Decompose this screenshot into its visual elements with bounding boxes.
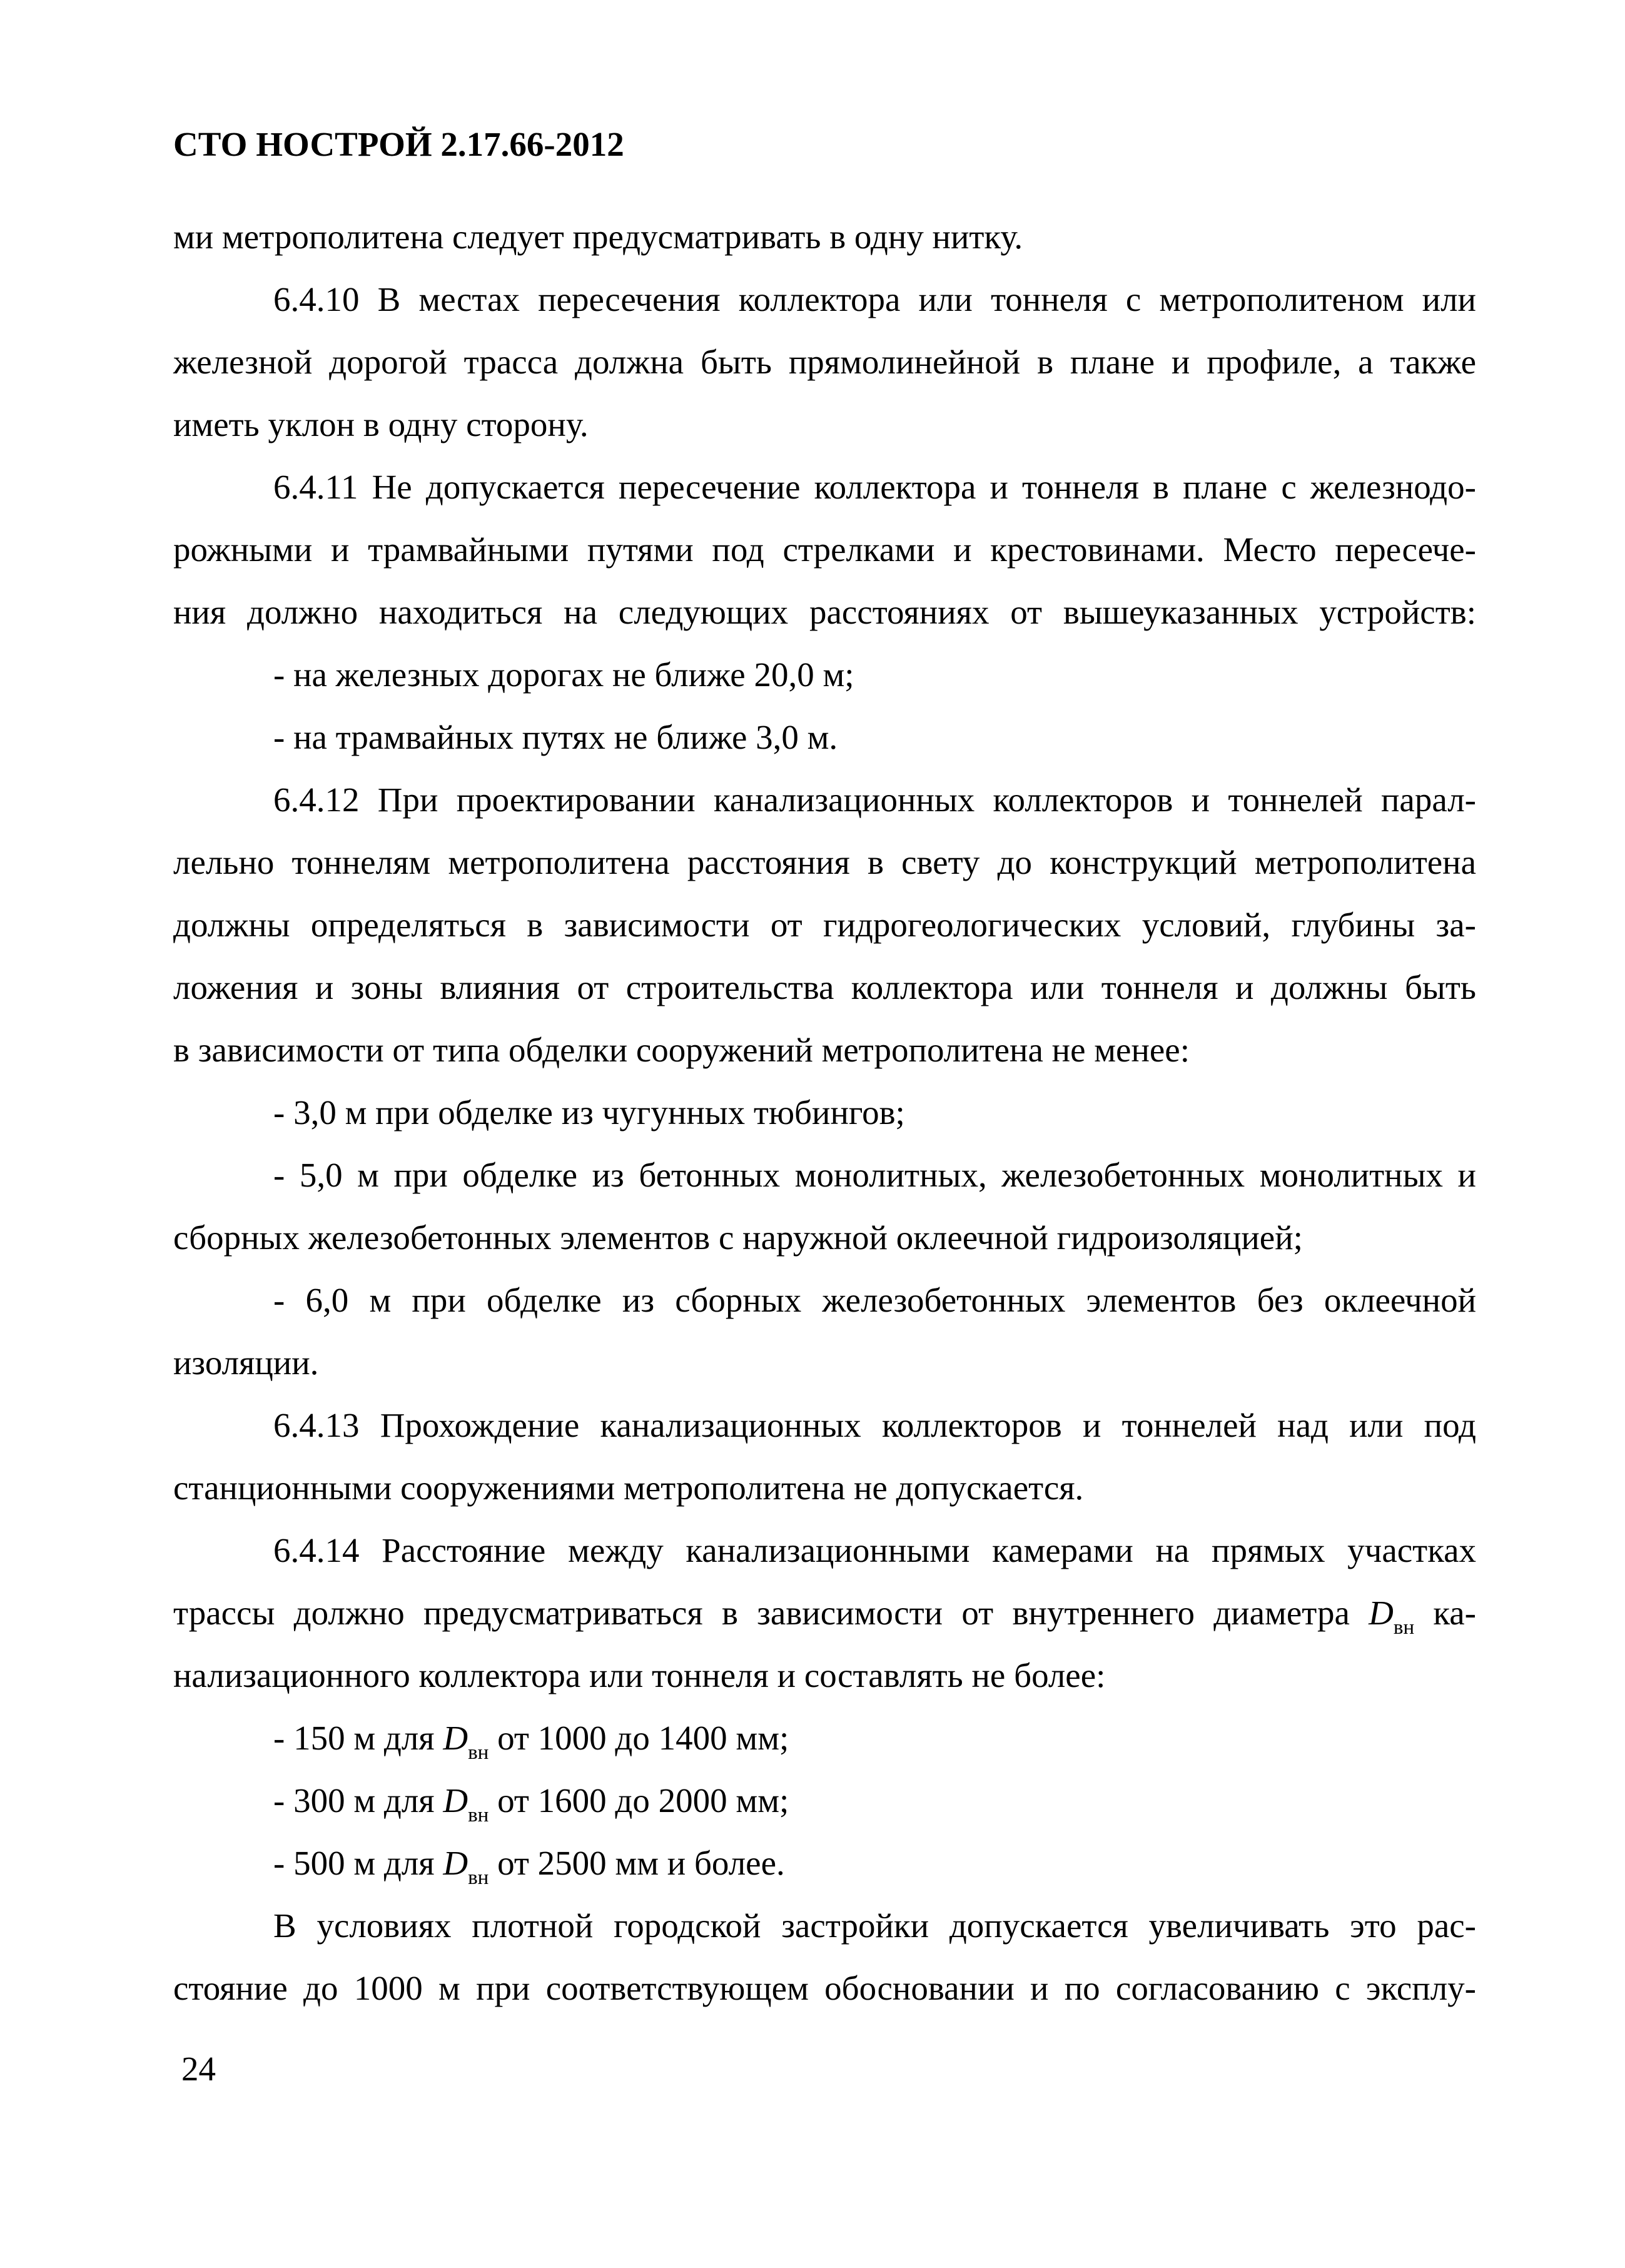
text-segment: от 1000 до 1400 мм; bbox=[489, 1719, 789, 1757]
text-segment: 6.4.13 Прохождение канализационных коллекторов и тоннелей над или под bbox=[273, 1406, 1476, 1444]
page-number: 24 bbox=[181, 2050, 216, 2088]
text-segment: стояние до 1000 м при соответствующем обосновании и по согласованию с эксплу- bbox=[173, 1969, 1476, 2007]
text-line bbox=[173, 956, 1476, 1019]
text-segment-subscript: вн bbox=[468, 1741, 489, 1764]
text-line bbox=[173, 831, 1476, 894]
text-segment: - на трамвайных путях не ближе 3,0 м. bbox=[273, 718, 838, 756]
text-line bbox=[173, 894, 1476, 956]
text-line bbox=[173, 1957, 1476, 2020]
text-segment: - 300 м для bbox=[273, 1781, 443, 1820]
text-line bbox=[173, 331, 1476, 393]
text-segment: от 1600 до 2000 мм; bbox=[489, 1781, 789, 1820]
text-line bbox=[173, 1769, 1476, 1832]
text-segment: трассы должно предусматриваться в зависимости от внутреннего диаметра bbox=[173, 1594, 1369, 1632]
text-segment-italic: D bbox=[443, 1719, 468, 1757]
text-segment: - 3,0 м при обделке из чугунных тюбингов; bbox=[273, 1093, 905, 1131]
text-segment: в зависимости от типа обделки сооружений метрополитена не менее: bbox=[173, 1031, 1190, 1069]
text-line bbox=[173, 456, 1476, 519]
text-segment: - 6,0 м при обделке из сборных железобетонных элементов без оклеечной bbox=[273, 1281, 1476, 1319]
text-line bbox=[173, 1394, 1476, 1457]
text-segment: должны определяться в зависимости от гидрогеологических условий, глубины за- bbox=[173, 906, 1476, 944]
text-line bbox=[173, 393, 1476, 456]
text-line bbox=[173, 519, 1476, 581]
text-segment: 6.4.14 Расстояние между канализационными камерами на прямых участках bbox=[273, 1531, 1476, 1569]
text-segment: иметь уклон в одну сторону. bbox=[173, 405, 589, 443]
text-segment: изоляции. bbox=[173, 1344, 319, 1382]
text-line bbox=[173, 268, 1476, 331]
text-line bbox=[173, 1207, 1476, 1269]
text-line bbox=[173, 1519, 1476, 1582]
text-segment: станционными сооружениями метрополитена не допускается. bbox=[173, 1469, 1084, 1507]
text-segment: 6.4.11 Не допускается пересечение коллектора и тоннеля в плане с железнодо- bbox=[273, 468, 1476, 506]
text-segment: от 2500 мм и более. bbox=[489, 1844, 785, 1882]
text-line bbox=[173, 1144, 1476, 1207]
text-line bbox=[173, 1895, 1476, 1957]
text-segment-italic: D bbox=[1369, 1594, 1394, 1632]
text-segment: железной дорогой трасса должна быть прямолинейной в плане и профиле, а также bbox=[173, 343, 1476, 381]
text-line bbox=[173, 644, 1476, 706]
text-line bbox=[173, 1582, 1476, 1644]
text-segment: нализационного коллектора или тоннеля и составлять не более: bbox=[173, 1656, 1106, 1694]
text-line bbox=[173, 769, 1476, 831]
text-line bbox=[173, 1019, 1476, 1081]
text-segment: ми метрополитена следует предусматривать в одну нитку. bbox=[173, 218, 1023, 256]
text-line bbox=[173, 1644, 1476, 1707]
text-line bbox=[173, 1832, 1476, 1895]
text-segment-subscript: вн bbox=[1393, 1616, 1415, 1639]
text-segment: - на железных дорогах не ближе 20,0 м; bbox=[273, 656, 854, 694]
text-segment-italic: D bbox=[443, 1844, 468, 1882]
text-line bbox=[173, 1457, 1476, 1519]
text-line bbox=[173, 1707, 1476, 1769]
text-segment-subscript: вн bbox=[468, 1803, 489, 1826]
text-line bbox=[173, 206, 1476, 268]
text-segment: - 500 м для bbox=[273, 1844, 443, 1882]
text-segment-subscript: вн bbox=[468, 1866, 489, 1889]
text-segment: лельно тоннелям метрополитена расстояния в свету до конструкций метрополитена bbox=[173, 843, 1476, 881]
text-line bbox=[173, 1081, 1476, 1144]
text-segment: - 5,0 м при обделке из бетонных монолитных, железобетонных монолитных и bbox=[273, 1156, 1476, 1194]
text-line bbox=[173, 706, 1476, 769]
text-segment: сборных железобетонных элементов с наружной оклеечной гидроизоляцией; bbox=[173, 1218, 1303, 1257]
text-segment: ния должно находиться на следующих расстояниях от вышеуказанных устройств: bbox=[173, 593, 1476, 631]
text-segment: 6.4.10 В местах пересечения коллектора или тоннеля с метрополитеном или bbox=[273, 280, 1476, 318]
text-segment: ложения и зоны влияния от строительства коллектора или тоннеля и должны быть bbox=[173, 968, 1476, 1006]
text-segment: ка- bbox=[1414, 1594, 1476, 1632]
text-segment: рожными и трамвайными путями под стрелками и крестовинами. Место пересече- bbox=[173, 530, 1476, 569]
text-line bbox=[173, 1269, 1476, 1332]
text-segment: В условиях плотной городской застройки допускается увеличивать это рас- bbox=[273, 1906, 1476, 1945]
document-header: СТО НОСТРОЙ 2.17.66-2012 bbox=[173, 125, 624, 163]
text-segment: - 150 м для bbox=[273, 1719, 443, 1757]
text-line bbox=[173, 1332, 1476, 1394]
document-body bbox=[173, 206, 1476, 2020]
text-segment-italic: D bbox=[443, 1781, 468, 1820]
text-line bbox=[173, 581, 1476, 644]
text-segment: 6.4.12 При проектировании канализационных коллекторов и тоннелей парал- bbox=[273, 781, 1476, 819]
